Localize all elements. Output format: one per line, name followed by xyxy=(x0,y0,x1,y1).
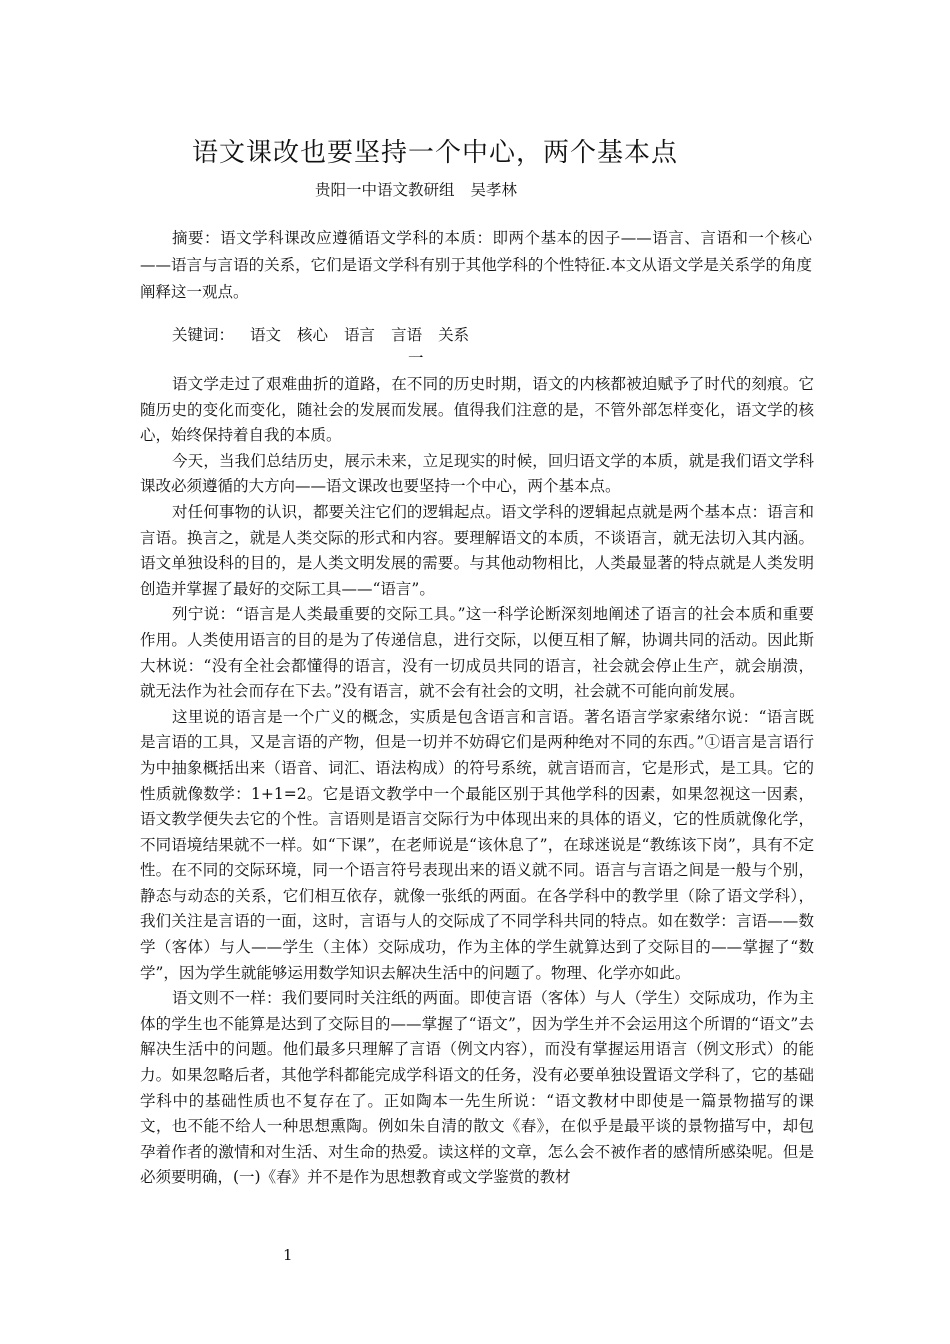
body-text xyxy=(140,372,814,1191)
keyword: 语言 xyxy=(344,326,376,344)
abstract: 摘要：语文学科课改应遵循语文学科的本质：即两个基本的因子——语言、言语和一个核心——语言与言语的关系，它们是语文学科有别于其他学科的个性特征.本文从语文学是关系学的角度阐释这一观点。 xyxy=(140,229,812,301)
section-number: 一 xyxy=(408,349,424,367)
page-title: 语文课改也要坚持一个中心，两个基本点 xyxy=(192,138,679,168)
author-name: 吴孝林 xyxy=(470,181,518,199)
keyword: 语文 xyxy=(250,326,282,344)
paragraph: 这里说的语言是一个广义的概念，实质是包含语言和言语。著名语言学家索绪尔说：“语言既是言语的工具，又是言语的产物，但是一切并不妨碍它们是两种绝对不同的东西。”①语言是言语行为中抽象概括出来（语音、词汇、语法构成）的符号系统，就言语而言，它是形式，是工具。它的性质就像数学：1+1=2。它是语文教学中一个最能区别于其他学科的因素，如果忽视这一因素，语文教学便失去它的个性。言语则是语言交际行为中体现出来的具体的语义，它的性质就像化学，不同语境结果就不一样。如“下课”，在老师说是“该休息了”，在球迷说是“教练该下岗”，具有不定性。在不同的交际环境，同一个语言符号表现出来的语义就不同。语言与言语之间是一般与个别，静态与动态的关系，它们相互依存，就像一张纸的两面。在各学科中的教学里（除了语文学科），我们关注是言语的一面，这时，言语与人的交际成了不同学科共同的特点。如在数学：言语——数学（客体）与人——学生（主体）交际成功，作为主体的学生就算达到了交际目的——掌握了“数学”，因为学生就能够运用数学知识去解决生活中的问题了。物理、化学亦如此。 xyxy=(140,707,814,982)
paragraph: 对任何事物的认识，都要关注它们的逻辑起点。语文学科的逻辑起点就是两个基本点：语言和言语。换言之，就是人类交际的形式和内容。要理解语文的本质，不谈语言，就无法切入其内涵。语文单独设科的目的，是人类文明发展的需要。与其他动物相比，人类最显著的特点就是人类发明创造并掌握了最好的交际工具——“语言”。 xyxy=(140,502,814,598)
paragraph: 列宁说：“语言是人类最重要的交际工具。”这一科学论断深刻地阐述了语言的社会本质和重要作用。人类使用语言的目的是为了传递信息，进行交际，以便互相了解，协调共同的活动。因此斯大林说：“没有全社会都懂得的语言，没有一切成员共同的语言，社会就会停止生产，就会崩溃，就无法作为社会而存在下去。”没有语言，就不会有社会的文明，社会就不可能向前发展。 xyxy=(140,605,814,701)
keywords-label: 关键词： xyxy=(172,326,235,344)
paragraph: 语文学走过了艰难曲折的道路，在不同的历史时期，语文的内核都被迫赋予了时代的刻痕。它随历史的变化而变化，随社会的发展而发展。值得我们注意的是，不管外部怎样变化，语文学的核心，始终保持着自我的本质。 xyxy=(140,375,814,445)
paragraph: 今天，当我们总结历史，展示未来，立足现实的时候，回归语文学的本质，就是我们语文学科课改必须遵循的大方向——语文课改也要坚持一个中心，两个基本点。 xyxy=(140,451,814,496)
keyword: 核心 xyxy=(297,326,329,344)
author-line xyxy=(315,178,517,200)
keyword: 关系 xyxy=(438,326,470,344)
affiliation: 贵阳一中语文教研组 xyxy=(315,181,455,199)
keyword: 言语 xyxy=(391,326,423,344)
keywords-line xyxy=(172,323,485,345)
page-number: 1 xyxy=(283,1246,293,1264)
paragraph: 语文则不一样：我们要同时关注纸的两面。即使言语（客体）与人（学生）交际成功，作为主体的学生也不能算是达到了交际目的——掌握了“语文”，因为学生并不会运用这个所谓的“语文”去解决生活中的问题。他们最多只理解了言语（例文内容），而没有掌握运用语言（例文形式）的能力。如果忽略后者，其他学科都能完成学科语文的任务，没有必要单独设置语文学科了，它的基础学科中的基础性质也不复存在了。正如陶本一先生所说：“语文教材中即使是一篇景物描写的课文，也不能不给人一种思想熏陶。例如朱自清的散文《春》，在似乎是最平谈的景物描写中，却包孕着作者的激情和对生活、对生命的热爱。读这样的文章，怎么会不被作者的感情所感染呢。但是必须要明确，(一)《春》并不是作为思想教育或文学鉴赏的教材 xyxy=(140,989,814,1187)
